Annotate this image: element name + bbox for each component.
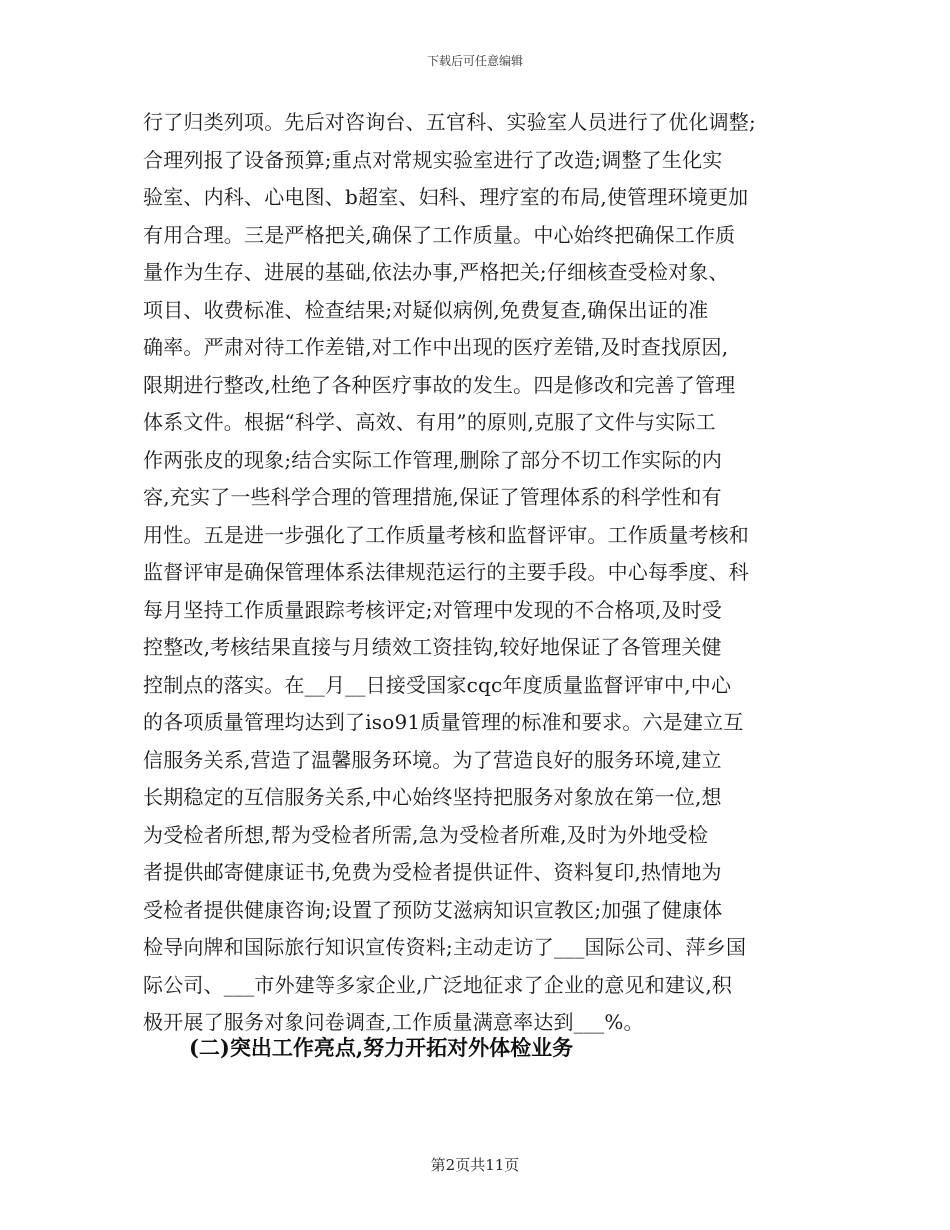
text-line: 每月坚持工作质量跟踪考核评定;对管理中发现的不合格项,及时受	[143, 597, 723, 622]
text-line: 控整改,考核结果直接与月绩效工资挂钩,较好地保证了各管理关健	[143, 635, 722, 659]
text-line: 有用合理。三是严格把关,确保了工作质量。中心始终把确保工作质	[143, 222, 736, 247]
text-line: 确率。严肃对待工作差错,对工作中出现的医疗差错,及时查找原因,	[143, 335, 729, 359]
page-header: 下载后可任意编辑	[426, 54, 523, 68]
text-line: 的各项质量管理均达到了iso91质量管理的标准和要求。六是建立互	[143, 710, 744, 734]
text-line: 为受检者所想,帮为受检者所需,急为受检者所难,及时为外地受检	[143, 822, 709, 847]
text-line: 容,充实了一些科学合理的管理措施,保证了管理体系的科学性和有	[143, 485, 722, 509]
text-line: 验室、内科、心电图、b超室、妇科、理疗室的布局,使管理环境更加	[143, 185, 749, 209]
body-text	[143, 104, 813, 1042]
text-line: 合理列报了设备预算;重点对常规实验室进行了改造;调整了生化实	[143, 147, 723, 172]
text-line: 极开展了服务对象问卷调查,工作质量满意率达到___%。	[143, 1010, 644, 1034]
text-line: 信服务关系,营造了温馨服务环境。为了营造良好的服务环境,建立	[143, 747, 722, 772]
text-line: 际公司、___市外建等多家企业,广泛地征求了企业的意见和建议,积	[143, 972, 733, 997]
text-line: 用性。五是进一步强化了工作质量考核和监督评审。工作质量考核和	[143, 522, 749, 547]
text-line: 控制点的落实。在__月__日接受国家cqc年度质量监督评审中,中心	[143, 672, 732, 697]
text-line: 受检者提供健康咨询;设置了预防艾滋病知识宣教区;加强了健康体	[143, 897, 723, 922]
text-line: 作两张皮的现象;结合实际工作管理,删除了部分不切工作实际的内	[143, 447, 723, 472]
text-line: 者提供邮寄健康证书,免费为受检者提供证件、资料复印,热情地为	[143, 860, 722, 884]
text-line: 检导向牌和国际旅行知识宣传资料;主动走访了___国际公司、萍乡国	[143, 935, 747, 959]
text-line: 监督评审是确保管理体系法律规范运行的主要手段。中心每季度、科	[143, 560, 749, 584]
text-line: 量作为生存、进展的基础,依法办事,严格把关;仔细核查受检对象、	[143, 260, 729, 284]
text-line: 限期进行整改,杜绝了各种医疗事故的发生。四是修改和完善了管理	[143, 372, 736, 397]
text-line: 体系文件。根据“科学、高效、有用”的原则,克服了文件与实际工	[143, 410, 716, 434]
text-line: 行了归类列项。先后对咨询台、五官科、实验室人员进行了优化调整;	[143, 110, 756, 134]
page-footer: 第2页共11页	[430, 1156, 520, 1174]
text-line: 长期稳定的互信服务关系,中心始终坚持把服务对象放在第一位,想	[143, 785, 722, 809]
text-line: 项目、收费标准、检查结果;对疑似病例,免费复查,确保出证的准	[143, 297, 709, 322]
section-heading: (二)突出工作亮点,努力开拓对外体检业务	[189, 1035, 574, 1060]
